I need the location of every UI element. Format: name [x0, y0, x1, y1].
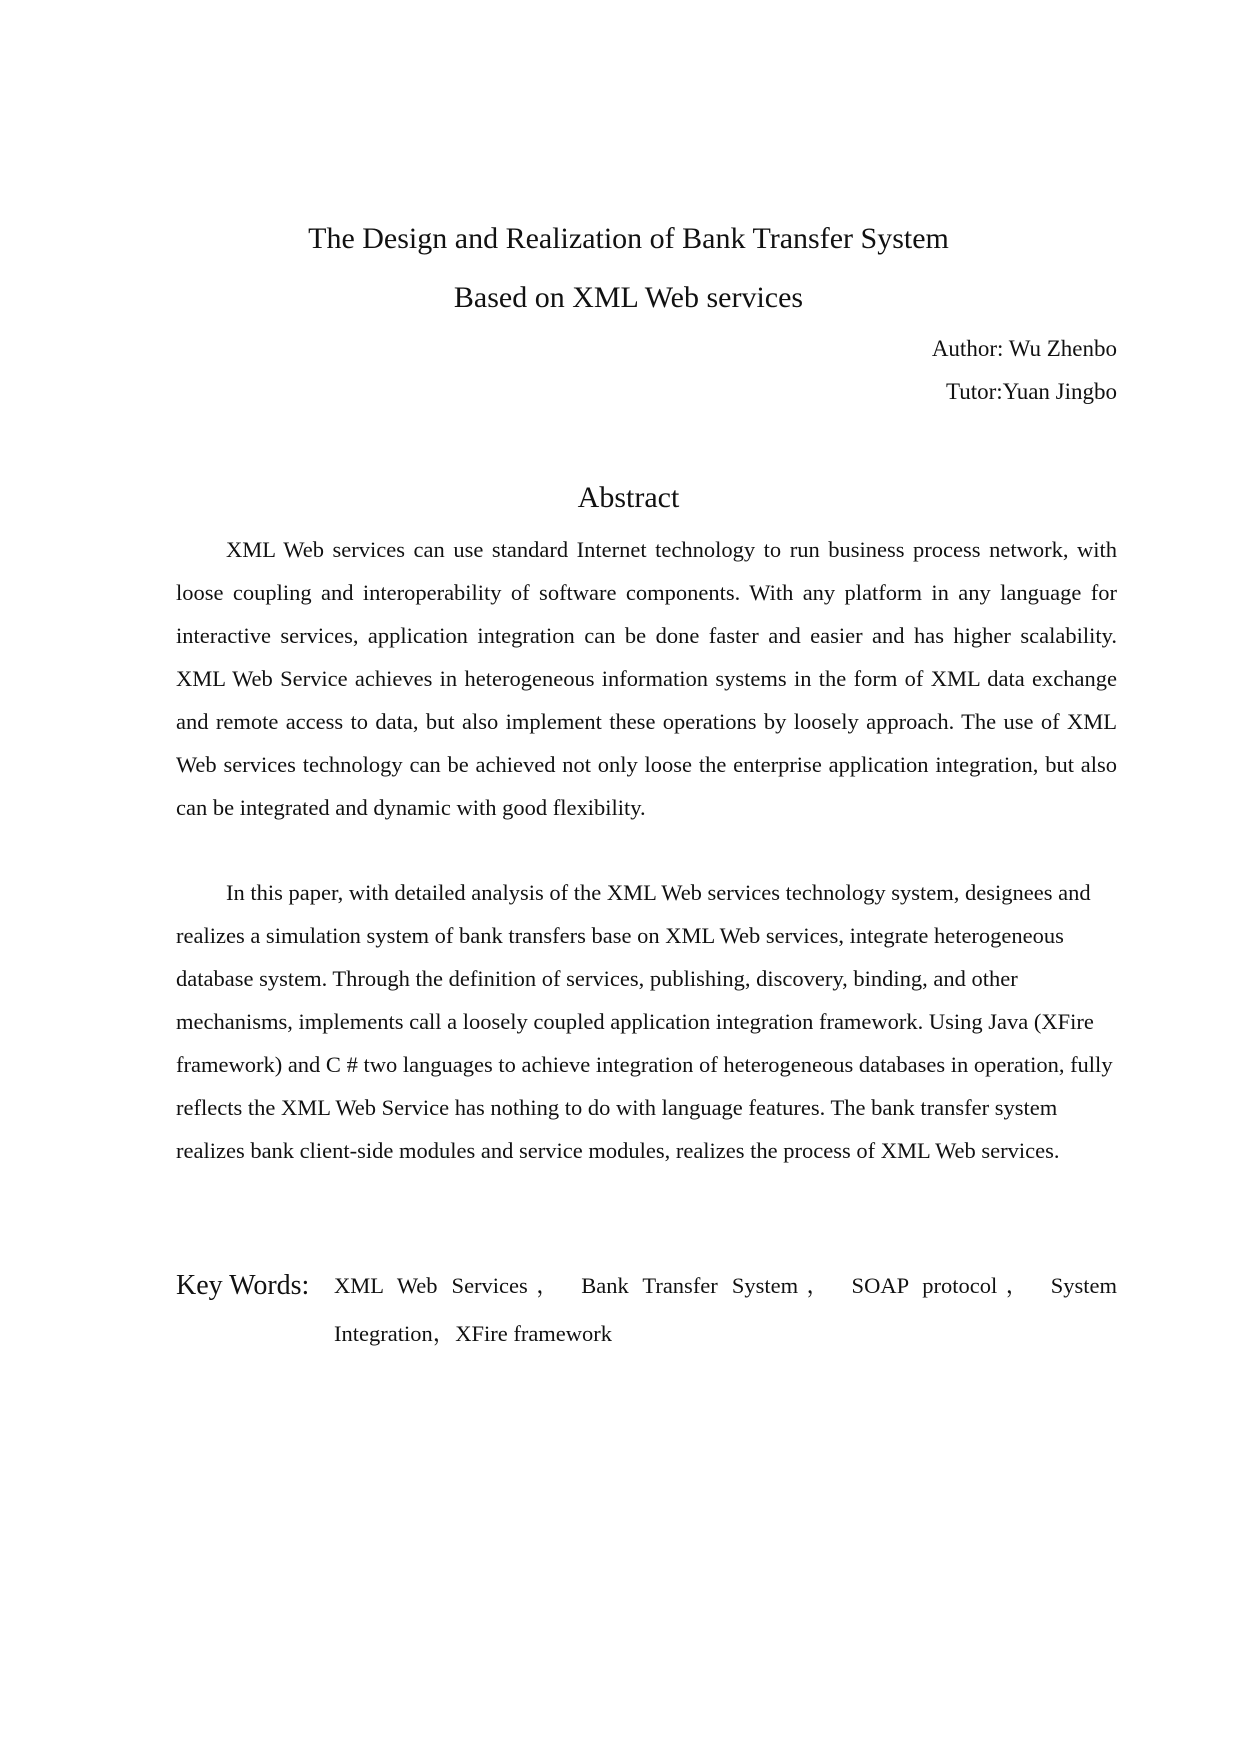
abstract-paragraph-1-block — [176, 528, 1117, 829]
abstract-paragraph-2: In this paper, with detailed analysis of the XML Web services technology system, designees and realizes a simulation system of bank transfers base on XML Web services, integrate heterogeneous database system. Through the definition of services, publishing, discovery, binding, and other mechanisms, implements call a loosely coupled application integration framework. Using Java (XFire framework) and C # two languages to achieve integration of heterogeneous databases in operation, fully reflects the XML Web Service has nothing to do with language features. The bank transfer system realizes bank client-side modules and service modules, realizes the process of XML Web services. — [176, 880, 1113, 1163]
abstract-heading — [0, 478, 1241, 518]
keywords-label: Key Words: — [176, 1270, 310, 1301]
paper-title-line-1: The Design and Realization of Bank Transfer System — [308, 222, 949, 255]
abstract-paragraph-1: XML Web services can use standard Internet technology to run business process network, with loose coupling and interoperability of software components. With any platform in any language for interactive services, application integration can be done faster and easier and has higher scalability. XML Web Service achieves in heterogeneous information systems in the form of XML data exchange and remote access to data, but also implement these operations by loosely approach. The use of XML Web services technology can be achieved not only loose the enterprise application integration, but also can be integrated and dynamic with good flexibility. — [176, 537, 1117, 820]
tutor-line: Tutor:Yuan Jingbo — [945, 379, 1117, 404]
abstract-heading-text: Abstract — [577, 481, 680, 514]
author-line: Author: Wu Zhenbo — [931, 336, 1117, 361]
paper-title-line-2: Based on XML Web services — [453, 281, 804, 314]
keywords-list: XML Web Services， Bank Transfer System， SOAP protocol， System Integration，XFire framework — [334, 1273, 1117, 1346]
abstract-paragraph-2-block — [176, 871, 1117, 1172]
keywords-section — [176, 1262, 1117, 1358]
